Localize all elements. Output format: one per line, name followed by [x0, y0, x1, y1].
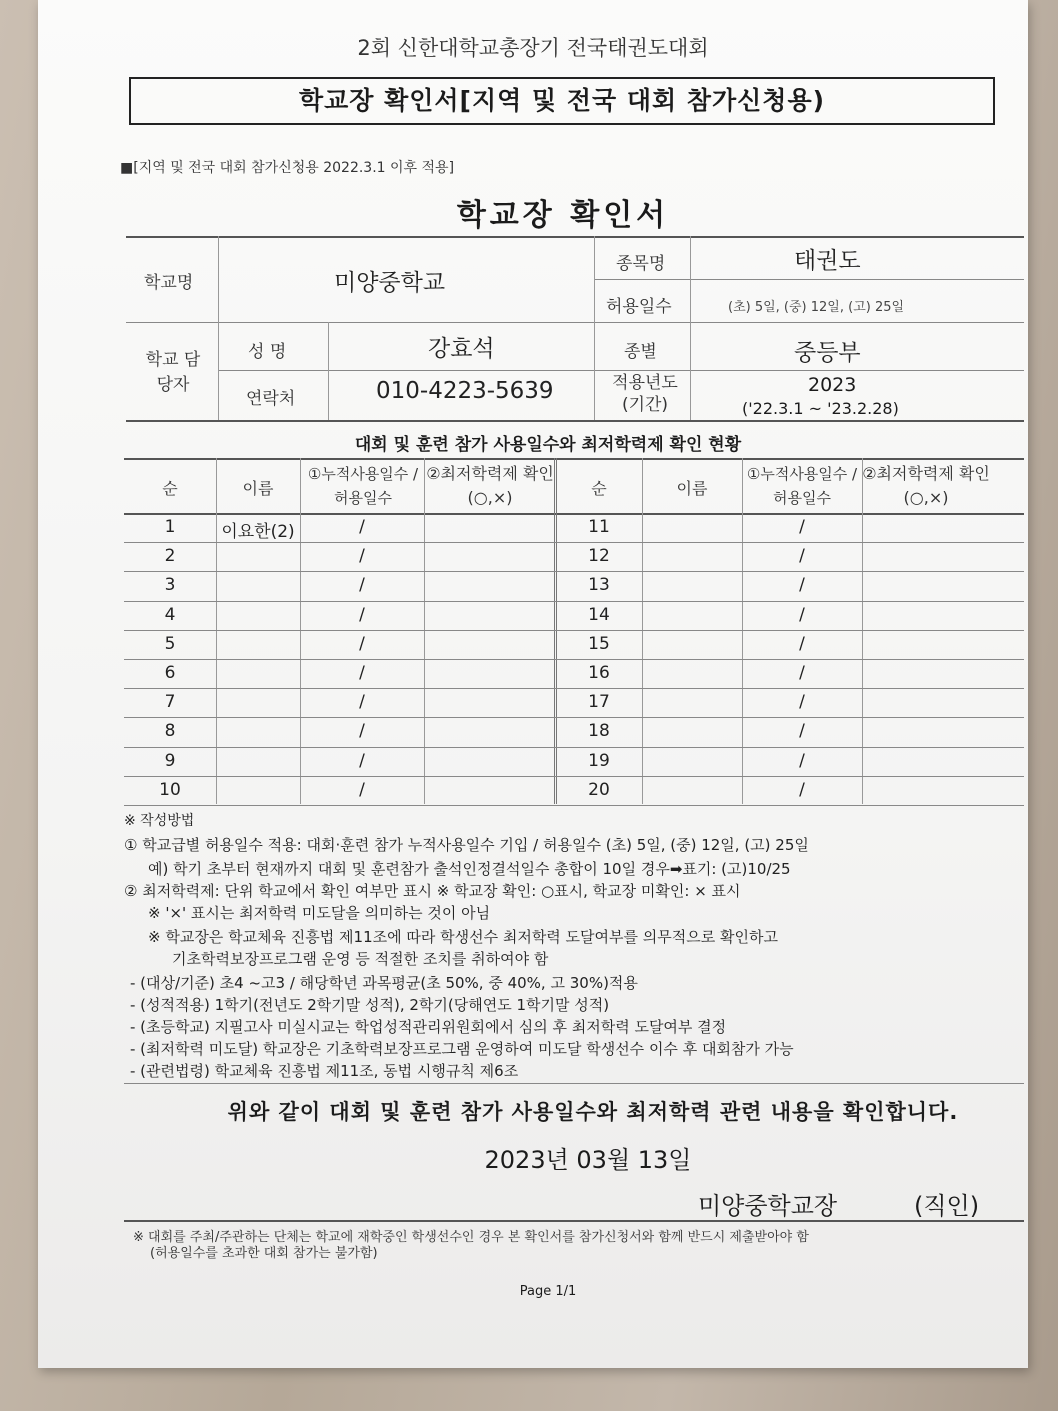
info-top-line — [126, 236, 1024, 238]
instruction-line: 예) 학기 초부터 현재까지 대회 및 훈련참가 출석인정결석일수 총합이 10일 경우➡표기: (고)10/25 — [148, 860, 791, 878]
cell-days: / — [359, 663, 365, 683]
contact-label: 연락처 — [246, 389, 296, 409]
info-bottom-line — [126, 420, 1024, 422]
instruction-line: ① 학교급별 허용일수 적용: 대회·훈련 참가 누적사용일수 기입 / 허용일수 (초) 5일, (중) 12일, (고) 25일 — [124, 836, 809, 854]
cell-name: 이요한(2) — [221, 522, 295, 542]
confirmation-statement: 위와 같이 대회 및 훈련 참가 사용일수와 최저학력 관련 내용을 확인합니다. — [227, 1100, 959, 1124]
footer-note: (허용일수를 초과한 대회 참가는 불가함) — [150, 1246, 378, 1261]
cell-days: / — [359, 575, 365, 596]
cell-seq: 1 — [164, 517, 176, 537]
seal: (직인) — [914, 1192, 980, 1220]
instruction-line: - (관련법령) 학교체육 진흥법 제11조, 동법 시행규칙 제6조 — [130, 1062, 519, 1080]
cell-seq: 18 — [588, 721, 610, 742]
cell-seq: 11 — [588, 517, 610, 537]
cell-days: / — [799, 663, 805, 683]
info-divider — [218, 236, 219, 420]
event-label: 종목명 — [616, 254, 666, 274]
document-title: 학교장 확인서 — [456, 198, 670, 233]
info-divider — [690, 236, 691, 420]
school-label: 학교명 — [144, 273, 194, 293]
manager-name-value: 강효석 — [428, 336, 495, 362]
year-label: 적용년도 (기간) — [612, 373, 678, 415]
confirmation-date: 2023년 03월 13일 — [484, 1146, 692, 1174]
instruction-line: - (성적적용) 1학기(전년도 2학기말 성적), 2학기(당해연도 1학기말 성적) — [130, 996, 610, 1014]
info-line — [218, 370, 1024, 371]
table-row-line — [124, 717, 1024, 718]
form-title-box: 학교장 확인서[지역 및 전국 대회 참가신청용) — [129, 77, 995, 125]
header-cumulative: ①누적사용일수 /허용일수 — [746, 465, 858, 507]
header-cumulative: ①누적사용일수 /허용일수 — [307, 465, 419, 507]
cell-days: / — [359, 517, 365, 537]
event-value: 태권도 — [794, 248, 861, 274]
cell-days: / — [359, 604, 365, 625]
event-title: 2회 신한대학교총장기 전국태권도대회 — [357, 36, 709, 60]
page-number: Page 1/1 — [519, 1284, 577, 1299]
info-divider — [328, 322, 329, 420]
cell-seq: 3 — [164, 575, 176, 596]
cell-days: / — [799, 692, 805, 713]
cell-days: / — [799, 517, 805, 537]
table-col-line — [216, 458, 217, 804]
instruction-line: ※ 학교장은 학교체육 진흥법 제11조에 따라 학생선수 최저학력 도달여부를 의무적으로 확인하고 — [148, 928, 778, 946]
instructions-bottom-line — [124, 1083, 1024, 1084]
manager-label: 학교 담당자 — [145, 350, 201, 395]
cell-seq: 4 — [164, 604, 176, 625]
applicability-note: ■[지역 및 전국 대회 참가신청용 2022.3.1 이후 적용] — [120, 160, 455, 176]
table-col-line — [424, 458, 425, 804]
cell-days: / — [799, 779, 805, 800]
instruction-line: - (초등학교) 지필고사 미실시교는 학업성적관리위원회에서 심의 후 최저학력 도달여부 결정 — [130, 1018, 727, 1036]
cell-seq: 13 — [588, 575, 610, 596]
name-label: 성 명 — [248, 342, 287, 362]
cell-days: / — [359, 721, 365, 742]
cell-seq: 10 — [159, 779, 181, 800]
cell-days: / — [799, 575, 805, 596]
cell-seq: 2 — [164, 546, 176, 567]
cell-days: / — [359, 633, 365, 654]
header-seq: 순 — [162, 479, 178, 498]
table-row-line — [124, 601, 1024, 602]
cell-seq: 15 — [588, 633, 610, 654]
table-row-line — [124, 542, 1024, 543]
cell-seq: 19 — [588, 750, 610, 771]
instruction-line: - (대상/기준) 초4 ~고3 / 해당학년 과목평균(초 50%, 중 40%, 고 30%)적용 — [130, 974, 638, 992]
cell-days: / — [799, 604, 805, 625]
header-name: 이름 — [242, 479, 274, 498]
table-row-line — [124, 630, 1024, 631]
allowed-days-label: 허용일수 — [606, 297, 672, 317]
cell-seq: 7 — [164, 692, 176, 713]
table-header-line — [124, 513, 1024, 515]
cell-seq: 8 — [164, 721, 176, 742]
info-mid-line — [126, 322, 1024, 323]
info-line — [594, 279, 1024, 280]
header-min-academic: ②최저학력제 확인(○,×) — [862, 464, 990, 507]
signer: 미양중학교장 — [698, 1192, 838, 1220]
cell-days: / — [799, 633, 805, 654]
cell-days: / — [799, 546, 805, 567]
instruction-line: ※ '×' 표시는 최저학력 미도달을 의미하는 것이 아님 — [148, 904, 491, 922]
info-divider — [594, 236, 595, 420]
cell-days: / — [359, 546, 365, 567]
cell-days: / — [799, 721, 805, 742]
period-value: ('22.3.1 ~ '23.2.28) — [742, 399, 899, 418]
division-label: 종별 — [624, 342, 657, 362]
cell-seq: 12 — [588, 546, 610, 567]
table-row-line — [124, 747, 1024, 748]
header-seq: 순 — [591, 479, 607, 498]
instruction-line: - (최저학력 미도달) 학교장은 기초학력보장프로그램 운영하여 미도달 학생선수 이수 후 대회참가 가능 — [130, 1040, 794, 1058]
table-top-line — [124, 458, 1024, 460]
section-title: 대회 및 훈련 참가 사용일수와 최저학력제 확인 현황 — [354, 435, 742, 455]
cell-days: / — [359, 750, 365, 771]
cell-days: / — [359, 779, 365, 800]
cell-seq: 17 — [588, 692, 610, 713]
instruction-line: ② 최저학력제: 단위 학교에서 확인 여부만 표시 ※ 학교장 확인: ○표시, 학교장 미확인: × 표시 — [124, 882, 741, 900]
table-row-line — [124, 805, 1024, 806]
cell-seq: 16 — [588, 663, 610, 683]
instruction-line: 기초학력보장프로그램 운영 등 적절한 조치를 취하여야 함 — [172, 950, 549, 968]
table-row-line — [124, 659, 1024, 660]
cell-seq: 20 — [588, 779, 610, 800]
contact-value: 010-4223-5639 — [376, 378, 554, 404]
allowed-days-value: (초) 5일, (중) 12일, (고) 25일 — [728, 300, 905, 315]
cell-seq: 6 — [164, 663, 176, 683]
table-row-line — [124, 688, 1024, 689]
cell-seq: 14 — [588, 604, 610, 625]
document-sheet — [38, 0, 1028, 1368]
table-row-line — [124, 571, 1024, 572]
table-col-line — [642, 458, 643, 804]
instructions-heading: ※ 작성방법 — [124, 813, 195, 829]
cell-days: / — [359, 692, 365, 713]
footer-note: ※ 대회를 주최/주관하는 단체는 학교에 재학중인 학생선수인 경우 본 확인서를 참가신청서와 함께 반드시 제출받아야 함 — [133, 1230, 809, 1245]
header-min-academic: ②최저학력제 확인(○,×) — [426, 464, 554, 507]
table-row-line — [124, 776, 1024, 777]
school-value: 미양중학교 — [334, 270, 446, 296]
year-value: 2023 — [808, 374, 857, 396]
division-value: 중등부 — [794, 340, 861, 366]
header-name: 이름 — [676, 479, 708, 498]
cell-seq: 5 — [164, 633, 176, 654]
cell-seq: 9 — [164, 750, 176, 771]
cell-days: / — [799, 750, 805, 771]
footer-line — [124, 1220, 1024, 1222]
